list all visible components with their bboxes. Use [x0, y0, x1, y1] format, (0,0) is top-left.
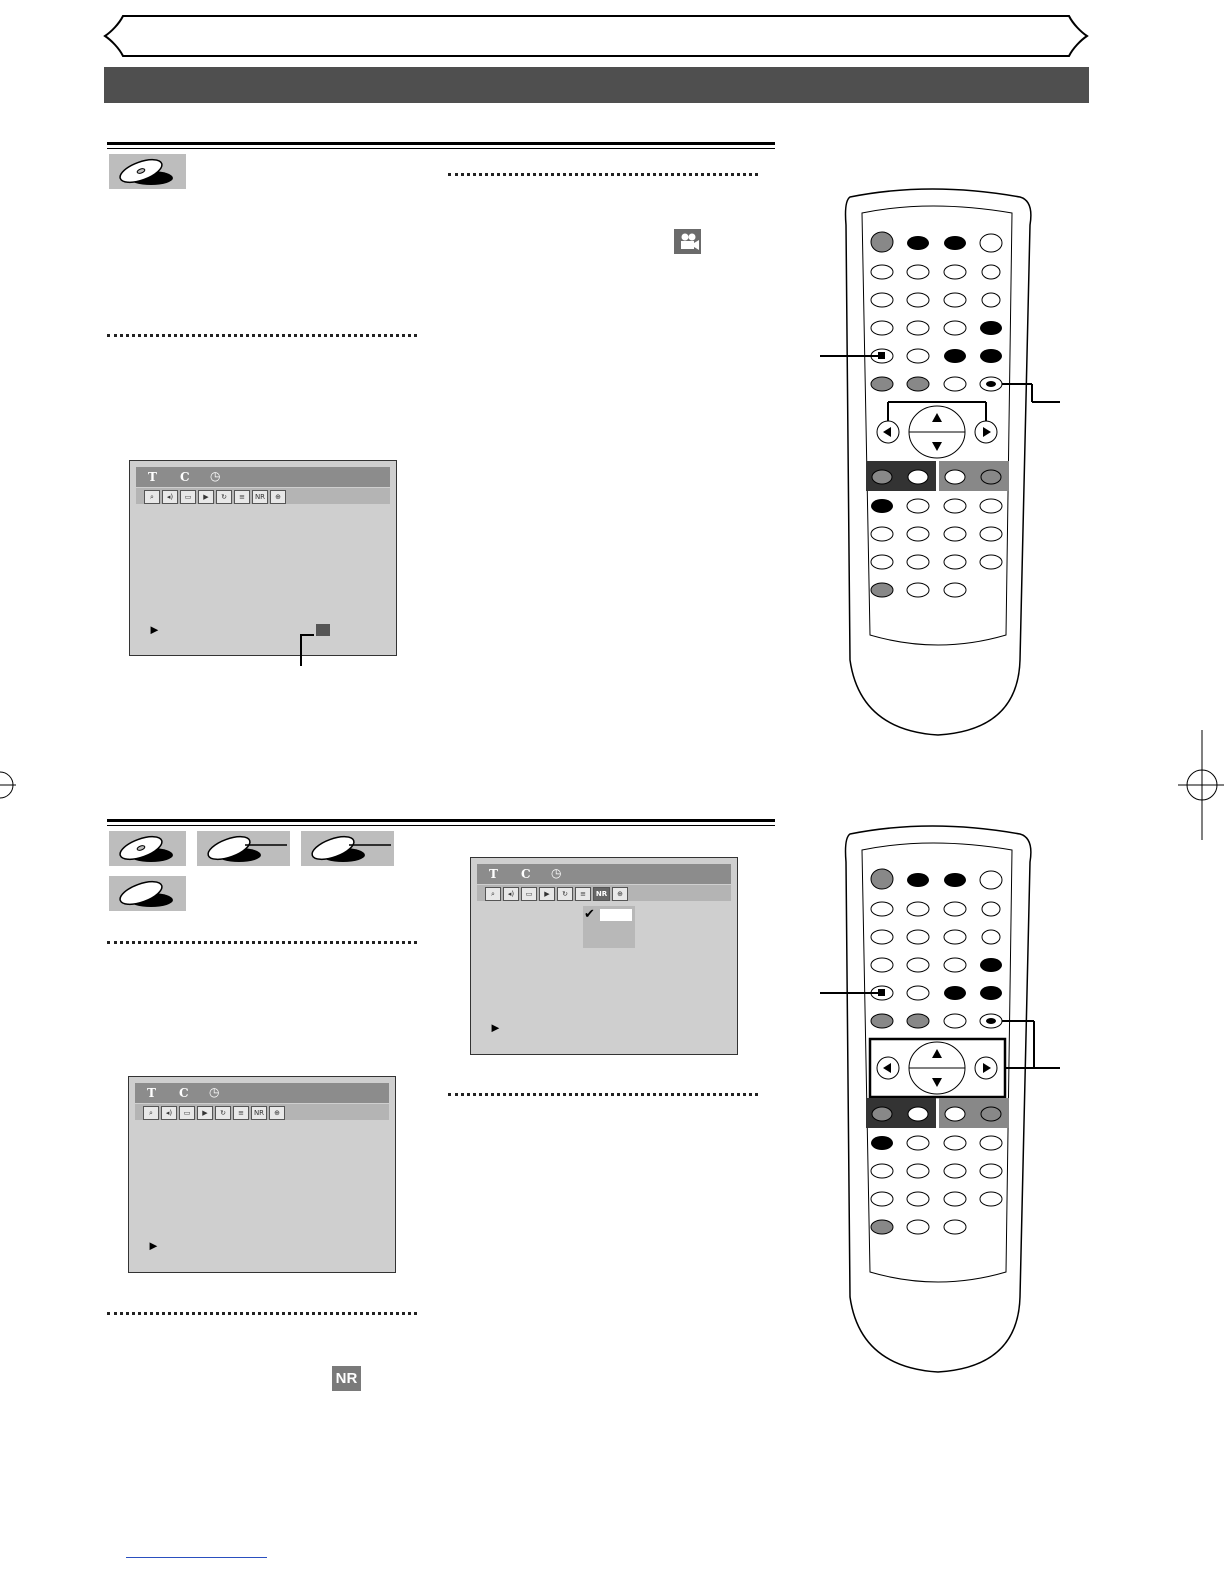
subtitle-icon: ▭ [521, 887, 537, 901]
search-icon: ⌕ [143, 1106, 159, 1120]
section-rule-top [107, 142, 775, 145]
osd-screen-1 [129, 460, 397, 656]
noise-reduction-icon: NR [593, 887, 610, 901]
disc-type-badge [109, 831, 186, 866]
disc-type-badge [109, 154, 186, 189]
play-icon: ► [148, 622, 161, 637]
audio-icon: ◂) [162, 490, 178, 504]
step-divider [448, 1093, 758, 1096]
zoom-icon: ⊕ [612, 887, 628, 901]
time-symbol: ◷ [209, 1085, 220, 1099]
footer-link-underline[interactable] [126, 1557, 267, 1558]
search-icon: ⌕ [485, 887, 501, 901]
time-symbol: ◷ [210, 469, 221, 483]
section-rule-bottom-thin [107, 825, 775, 826]
audio-icon: ◂) [503, 887, 519, 901]
repeat-icon: ↻ [216, 490, 232, 504]
repeat-icon: ↻ [557, 887, 573, 901]
title-symbol: T [147, 1086, 156, 1100]
subtitle-icon: ▭ [180, 490, 196, 504]
osd-icon-row [143, 1106, 285, 1120]
disc-icon [301, 831, 394, 866]
time-symbol: ◷ [551, 866, 562, 880]
osd-screen-2 [128, 1076, 396, 1273]
marker-icon: ≡ [233, 1106, 249, 1120]
osd-icon-row [485, 887, 628, 901]
step-divider [448, 173, 758, 176]
angle-indicator-icon [316, 624, 330, 636]
disc-type-badge [301, 831, 394, 866]
registration-mark [1174, 730, 1224, 840]
osd-top-bar [136, 467, 390, 487]
disc-icon [109, 831, 186, 866]
disc-icon [109, 876, 186, 911]
section-rule-top-thin [107, 148, 775, 149]
disc-type-badge [197, 831, 290, 866]
callout-line [300, 634, 302, 666]
angle-icon: ▶ [539, 887, 555, 901]
disc-icon [197, 831, 290, 866]
subtitle-icon: ▭ [179, 1106, 195, 1120]
step-divider [107, 941, 417, 944]
zoom-icon: ⊕ [270, 490, 286, 504]
osd-screen-nr-menu [470, 857, 738, 1055]
registration-mark [0, 770, 20, 800]
camera-angle-icon [674, 229, 701, 254]
nr-option-selected[interactable] [600, 909, 632, 921]
section-title-bar [104, 67, 1089, 103]
callout-line [300, 634, 314, 636]
chapter-symbol: C [179, 1086, 189, 1100]
angle-icon: ▶ [198, 490, 214, 504]
chapter-symbol: C [180, 470, 190, 484]
title-symbol: T [148, 470, 157, 484]
marker-icon: ≡ [234, 490, 250, 504]
check-icon: ✔ [584, 906, 595, 921]
noise-reduction-icon: NR [251, 1106, 267, 1120]
nr-dropdown[interactable] [583, 906, 635, 948]
step-divider [107, 334, 417, 337]
remote-control-bottom [820, 822, 1060, 1377]
search-icon: ⌕ [144, 490, 160, 504]
repeat-icon: ↻ [215, 1106, 231, 1120]
osd-top-bar [135, 1083, 389, 1103]
osd-icon-row [144, 490, 286, 504]
noise-reduction-icon: NR [332, 1366, 361, 1391]
noise-reduction-icon: NR [252, 490, 268, 504]
audio-icon: ◂) [161, 1106, 177, 1120]
disc-type-badge [109, 876, 186, 911]
title-symbol: T [489, 867, 498, 881]
osd-top-bar [477, 864, 731, 884]
play-icon: ► [147, 1238, 160, 1253]
angle-icon: ▶ [197, 1106, 213, 1120]
zoom-icon: ⊕ [269, 1106, 285, 1120]
section-rule-bottom [107, 819, 775, 822]
play-icon: ► [489, 1020, 502, 1035]
page-header-banner [103, 14, 1089, 58]
step-divider [107, 1312, 417, 1315]
remote-control-top [820, 185, 1060, 740]
chapter-symbol: C [521, 867, 531, 881]
marker-icon: ≡ [575, 887, 591, 901]
disc-icon [109, 154, 186, 189]
